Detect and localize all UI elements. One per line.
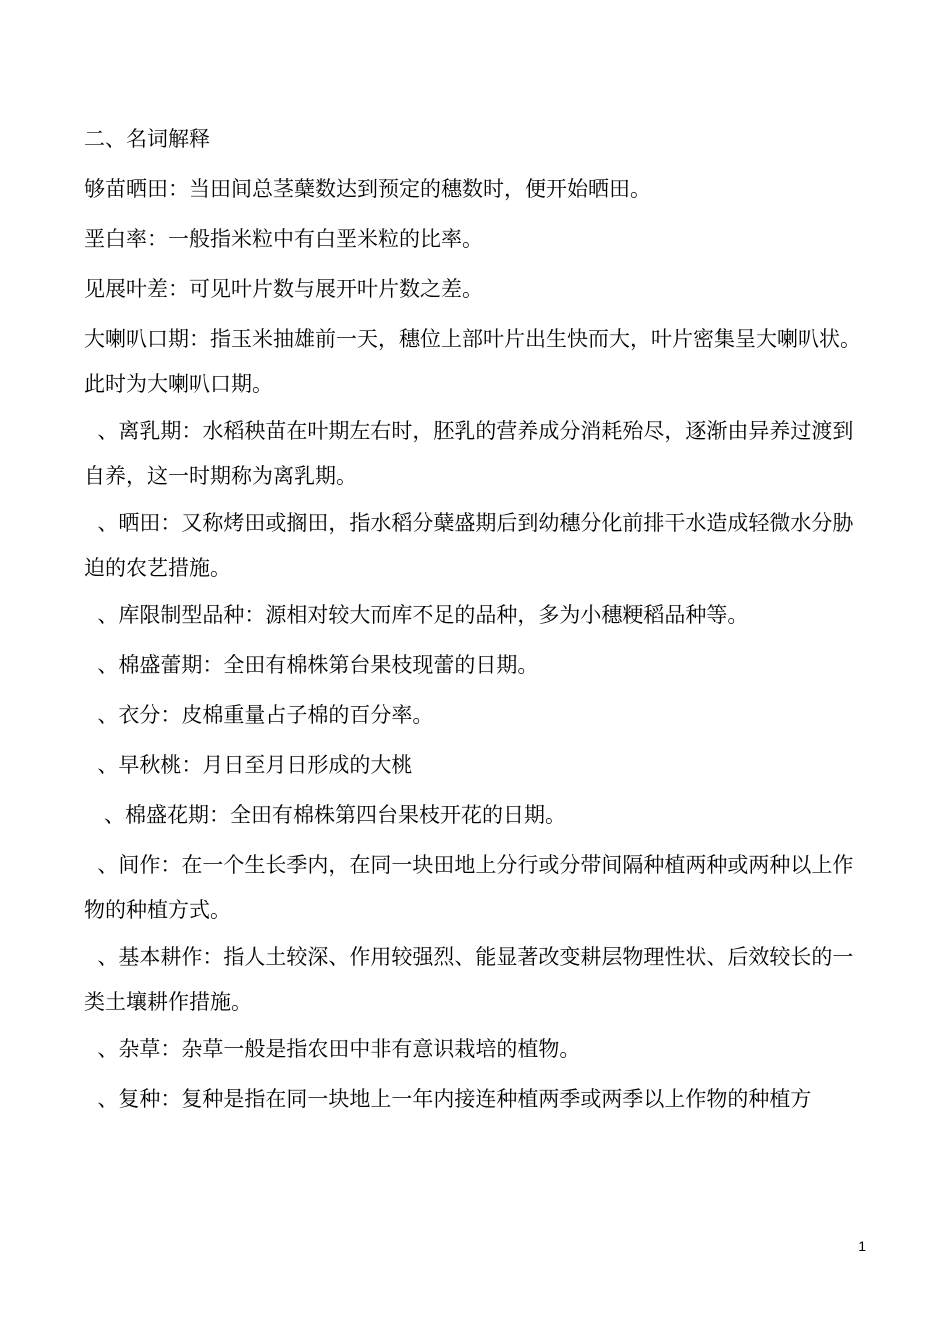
term-definition: 、离乳期：水稻秧苗在叶期左右时，胚乳的营养成分消耗殆尽，逐渐由异养过渡到自养，这一时期称为离乳期。 bbox=[84, 419, 854, 488]
term-definition: 、库限制型品种：源相对较大而库不足的品种，多为小穗粳稻品种等。 bbox=[84, 603, 749, 627]
term-definition: 大喇叭口期：指玉米抽雄前一天，穗位上部叶片出生快而大，叶片密集呈大喇叭状。此时为大喇叭口期。 bbox=[84, 327, 861, 396]
term-definition: 、杂草：杂草一般是指农田中非有意识栽培的植物。 bbox=[84, 1037, 581, 1061]
term-definition: 够苗晒田：当田间总茎蘖数达到预定的穗数时，便开始晒田。 bbox=[84, 177, 651, 201]
term-definition: 、晒田：又称烤田或搁田，指水稻分蘖盛期后到幼穗分化前排干水造成轻微水分胁迫的农艺措施。 bbox=[84, 511, 854, 580]
term-definition: 、基本耕作：指人土较深、作用较强烈、能显著改变耕层物理性状、后效较长的一类土壤耕作措施。 bbox=[84, 945, 854, 1014]
term-definition: 见展叶差：可见叶片数与展开叶片数之差。 bbox=[84, 277, 483, 301]
term-definition: 、棉盛蕾期：全田有棉株第台果枝现蕾的日期。 bbox=[84, 653, 539, 677]
section-heading: 二、名词解释 bbox=[84, 127, 210, 151]
term-definition: 、衣分：皮棉重量占子棉的百分率。 bbox=[84, 703, 434, 727]
term-definition: 垩白率：一般指米粒中有白垩米粒的比率。 bbox=[84, 227, 483, 251]
document-body bbox=[84, 120, 869, 1130]
page-number: 1 bbox=[858, 1238, 866, 1254]
term-definition: 、早秋桃：月日至月日形成的大桃 bbox=[84, 753, 413, 777]
term-definition: 、间作：在一个生长季内，在同一块田地上分行或分带间隔种植两种或两种以上作物的种植方式。 bbox=[84, 853, 854, 922]
term-definition: 、复种：复种是指在同一块地上一年内接连种植两季或两季以上作物的种植方 bbox=[84, 1087, 812, 1111]
term-definition: 、棉盛花期：全田有棉株第四台果枝开花的日期。 bbox=[84, 803, 567, 827]
